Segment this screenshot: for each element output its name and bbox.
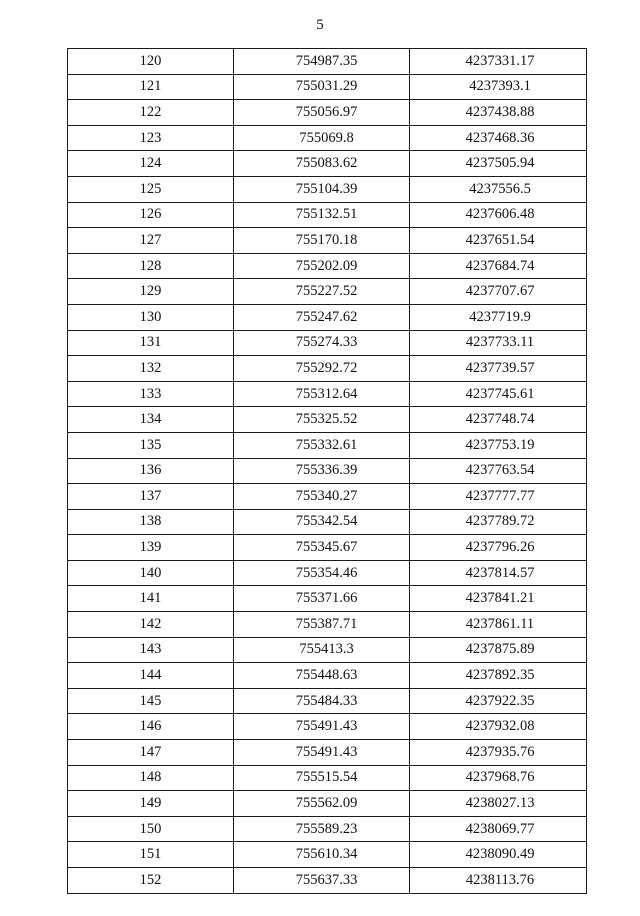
y-coordinate-cell: 4237468.36 [410, 125, 587, 151]
y-coordinate-cell: 4237796.26 [410, 535, 587, 561]
point-number-cell: 126 [68, 202, 234, 228]
x-coordinate-cell: 755274.33 [234, 330, 410, 356]
table-row [68, 100, 587, 126]
coordinates-table-body [68, 49, 587, 894]
x-coordinate-cell: 755387.71 [234, 612, 410, 638]
y-coordinate-cell: 4237875.89 [410, 637, 587, 663]
y-coordinate-cell: 4237505.94 [410, 151, 587, 177]
point-number-cell: 120 [68, 49, 234, 75]
table-row [68, 330, 587, 356]
y-coordinate-cell: 4237651.54 [410, 228, 587, 254]
x-coordinate-cell: 755562.09 [234, 791, 410, 817]
x-coordinate-cell: 755332.61 [234, 432, 410, 458]
table-row [68, 509, 587, 535]
x-coordinate-cell: 755354.46 [234, 560, 410, 586]
table-row [68, 202, 587, 228]
point-number-cell: 152 [68, 868, 234, 894]
x-coordinate-cell: 755340.27 [234, 484, 410, 510]
point-number-cell: 131 [68, 330, 234, 356]
x-coordinate-cell: 755056.97 [234, 100, 410, 126]
y-coordinate-cell: 4237739.57 [410, 356, 587, 382]
y-coordinate-cell: 4237719.9 [410, 304, 587, 330]
x-coordinate-cell: 755448.63 [234, 663, 410, 689]
x-coordinate-cell: 755491.43 [234, 714, 410, 740]
x-coordinate-cell: 755491.43 [234, 740, 410, 766]
y-coordinate-cell: 4237556.5 [410, 176, 587, 202]
y-coordinate-cell: 4237763.54 [410, 458, 587, 484]
point-number-cell: 127 [68, 228, 234, 254]
point-number-cell: 141 [68, 586, 234, 612]
point-number-cell: 129 [68, 279, 234, 305]
x-coordinate-cell: 755336.39 [234, 458, 410, 484]
x-coordinate-cell: 754987.35 [234, 49, 410, 75]
y-coordinate-cell: 4237331.17 [410, 49, 587, 75]
x-coordinate-cell: 755083.62 [234, 151, 410, 177]
table-row [68, 740, 587, 766]
x-coordinate-cell: 755247.62 [234, 304, 410, 330]
coordinates-table [67, 48, 587, 894]
x-coordinate-cell: 755515.54 [234, 765, 410, 791]
x-coordinate-cell: 755325.52 [234, 407, 410, 433]
point-number-cell: 145 [68, 688, 234, 714]
y-coordinate-cell: 4237935.76 [410, 740, 587, 766]
table-row [68, 125, 587, 151]
point-number-cell: 132 [68, 356, 234, 382]
x-coordinate-cell: 755170.18 [234, 228, 410, 254]
point-number-cell: 133 [68, 381, 234, 407]
point-number-cell: 140 [68, 560, 234, 586]
point-number-cell: 125 [68, 176, 234, 202]
point-number-cell: 147 [68, 740, 234, 766]
point-number-cell: 136 [68, 458, 234, 484]
table-row [68, 663, 587, 689]
y-coordinate-cell: 4237932.08 [410, 714, 587, 740]
y-coordinate-cell: 4237861.11 [410, 612, 587, 638]
point-number-cell: 151 [68, 842, 234, 868]
x-coordinate-cell: 755484.33 [234, 688, 410, 714]
point-number-cell: 137 [68, 484, 234, 510]
table-row [68, 816, 587, 842]
x-coordinate-cell: 755342.54 [234, 509, 410, 535]
table-row [68, 304, 587, 330]
x-coordinate-cell: 755345.67 [234, 535, 410, 561]
y-coordinate-cell: 4237684.74 [410, 253, 587, 279]
x-coordinate-cell: 755413.3 [234, 637, 410, 663]
table-row [68, 432, 587, 458]
table-row [68, 49, 587, 75]
point-number-cell: 150 [68, 816, 234, 842]
table-row [68, 228, 587, 254]
point-number-cell: 122 [68, 100, 234, 126]
table-row [68, 484, 587, 510]
y-coordinate-cell: 4237892.35 [410, 663, 587, 689]
y-coordinate-cell: 4237707.67 [410, 279, 587, 305]
x-coordinate-cell: 755104.39 [234, 176, 410, 202]
y-coordinate-cell: 4237968.76 [410, 765, 587, 791]
x-coordinate-cell: 755031.29 [234, 74, 410, 100]
table-row [68, 176, 587, 202]
y-coordinate-cell: 4237753.19 [410, 432, 587, 458]
point-number-cell: 144 [68, 663, 234, 689]
table-row [68, 612, 587, 638]
point-number-cell: 130 [68, 304, 234, 330]
point-number-cell: 142 [68, 612, 234, 638]
y-coordinate-cell: 4238090.49 [410, 842, 587, 868]
y-coordinate-cell: 4237814.57 [410, 560, 587, 586]
y-coordinate-cell: 4237438.88 [410, 100, 587, 126]
table-row [68, 74, 587, 100]
y-coordinate-cell: 4238069.77 [410, 816, 587, 842]
table-row [68, 381, 587, 407]
point-number-cell: 146 [68, 714, 234, 740]
x-coordinate-cell: 755610.34 [234, 842, 410, 868]
table-row [68, 842, 587, 868]
y-coordinate-cell: 4237745.61 [410, 381, 587, 407]
table-row [68, 868, 587, 894]
table-row [68, 791, 587, 817]
point-number-cell: 128 [68, 253, 234, 279]
x-coordinate-cell: 755312.64 [234, 381, 410, 407]
table-row [68, 279, 587, 305]
point-number-cell: 123 [68, 125, 234, 151]
table-row [68, 637, 587, 663]
table-row [68, 765, 587, 791]
y-coordinate-cell: 4237748.74 [410, 407, 587, 433]
y-coordinate-cell: 4237922.35 [410, 688, 587, 714]
y-coordinate-cell: 4237393.1 [410, 74, 587, 100]
point-number-cell: 135 [68, 432, 234, 458]
x-coordinate-cell: 755227.52 [234, 279, 410, 305]
point-number-cell: 121 [68, 74, 234, 100]
y-coordinate-cell: 4237789.72 [410, 509, 587, 535]
x-coordinate-cell: 755371.66 [234, 586, 410, 612]
table-row [68, 151, 587, 177]
point-number-cell: 139 [68, 535, 234, 561]
table-row [68, 458, 587, 484]
table-row [68, 714, 587, 740]
point-number-cell: 124 [68, 151, 234, 177]
x-coordinate-cell: 755292.72 [234, 356, 410, 382]
y-coordinate-cell: 4237841.21 [410, 586, 587, 612]
y-coordinate-cell: 4238027.13 [410, 791, 587, 817]
table-row [68, 688, 587, 714]
point-number-cell: 149 [68, 791, 234, 817]
point-number-cell: 148 [68, 765, 234, 791]
x-coordinate-cell: 755589.23 [234, 816, 410, 842]
y-coordinate-cell: 4237777.77 [410, 484, 587, 510]
table-row [68, 253, 587, 279]
point-number-cell: 138 [68, 509, 234, 535]
table-row [68, 586, 587, 612]
table-row [68, 560, 587, 586]
point-number-cell: 134 [68, 407, 234, 433]
y-coordinate-cell: 4237733.11 [410, 330, 587, 356]
x-coordinate-cell: 755637.33 [234, 868, 410, 894]
table-row [68, 356, 587, 382]
x-coordinate-cell: 755132.51 [234, 202, 410, 228]
table-row [68, 535, 587, 561]
y-coordinate-cell: 4238113.76 [410, 868, 587, 894]
y-coordinate-cell: 4237606.48 [410, 202, 587, 228]
x-coordinate-cell: 755202.09 [234, 253, 410, 279]
point-number-cell: 143 [68, 637, 234, 663]
table-row [68, 407, 587, 433]
page-number: 5 [316, 17, 324, 33]
x-coordinate-cell: 755069.8 [234, 125, 410, 151]
